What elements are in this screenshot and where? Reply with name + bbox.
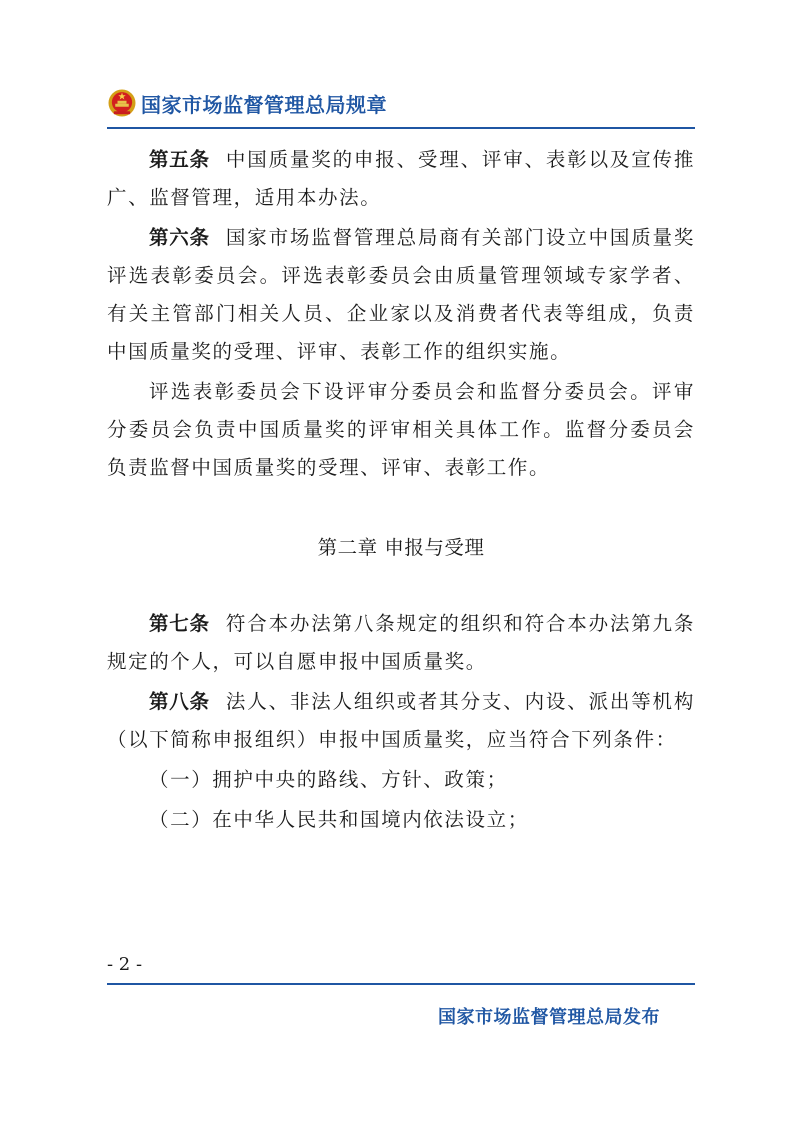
article-text: 中国质量奖的申报、受理、评审、表彰以及宣传推广、监督管理，适用本办法。 xyxy=(107,148,695,209)
article-8-item-1: （一）拥护中央的路线、方针、政策； xyxy=(149,768,508,791)
article-6 xyxy=(107,219,695,371)
header-divider xyxy=(107,127,695,129)
footer-divider xyxy=(107,983,695,985)
page-number: - 2 - xyxy=(107,954,143,975)
header-title: 国家市场监督管理总局规章 xyxy=(141,92,387,117)
article-label: 第七条 xyxy=(149,612,210,635)
article-label: 第八条 xyxy=(149,690,210,713)
article-label: 第六条 xyxy=(149,226,210,249)
national-emblem-icon xyxy=(107,88,137,118)
article-5 xyxy=(107,141,695,217)
article-7 xyxy=(107,605,695,681)
page-header xyxy=(107,88,387,118)
article-text: 国家市场监督管理总局商有关部门设立中国质量奖评选表彰委员会。评选表彰委员会由质量管理领域专家学者、有关主管部门相关人员、企业家以及消费者代表等组成，负责中国质量奖的受理、评审、表彰工作的组织实施。 xyxy=(107,226,695,363)
footer-publisher: 国家市场监督管理总局发布 xyxy=(438,1007,660,1028)
article-text: 符合本办法第八条规定的组织和符合本办法第九条规定的个人，可以自愿申报中国质量奖。 xyxy=(107,612,695,673)
article-6-para-2: 评选表彰委员会下设评审分委员会和监督分委员会。评审分委员会负责中国质量奖的评审相关具体工作。监督分委员会负责监督中国质量奖的受理、评审、表彰工作。 xyxy=(107,380,695,479)
article-8-item-2: （二）在中华人民共和国境内依法设立； xyxy=(149,808,529,831)
document-body xyxy=(107,141,695,839)
article-text: 法人、非法人组织或者其分支、内设、派出等机构（以下简称申报组织）申报中国质量奖，应当符合下列条件： xyxy=(107,690,695,751)
article-8 xyxy=(107,683,695,759)
chapter-title: 第二章 申报与受理 xyxy=(317,536,485,559)
article-label: 第五条 xyxy=(149,148,210,171)
